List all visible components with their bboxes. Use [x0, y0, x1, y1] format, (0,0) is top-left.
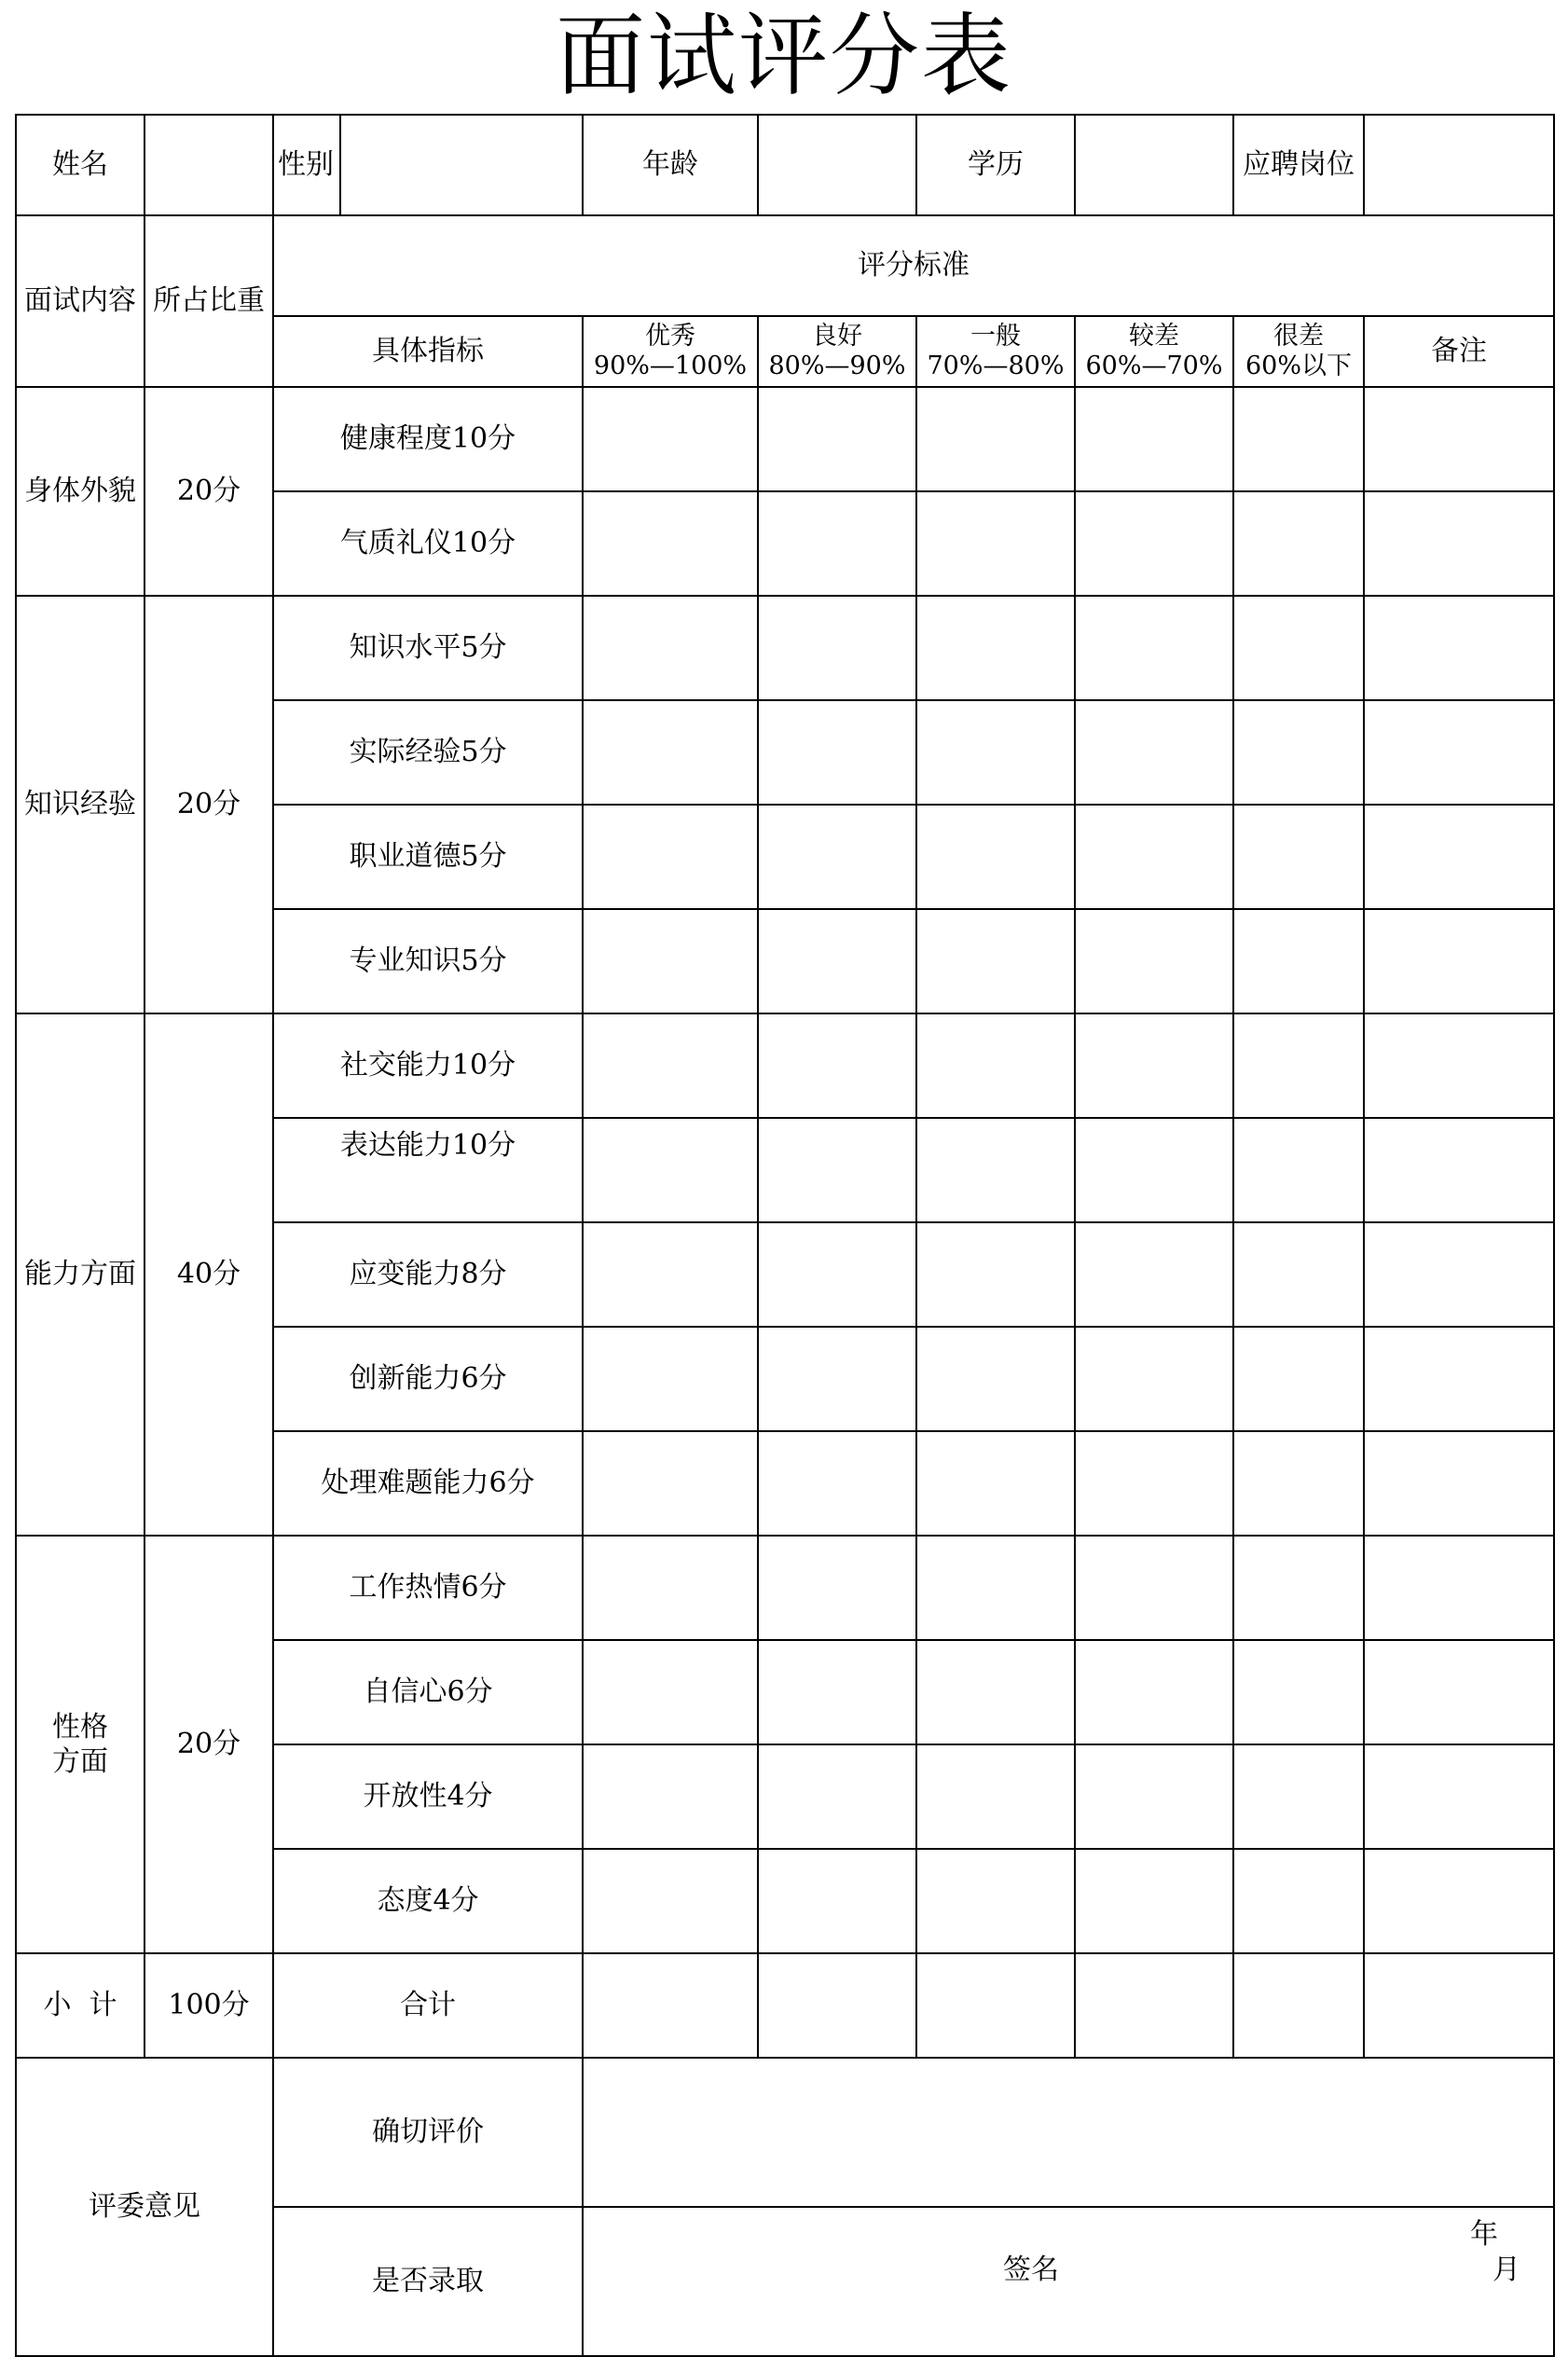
indicator-name: 职业道德5分 [273, 805, 583, 909]
remark-cell[interactable] [1364, 909, 1554, 1013]
grade-range: 90%—100% [593, 351, 748, 380]
interview-score-table [15, 114, 1555, 2357]
total-label: 合计 [273, 1953, 583, 2058]
name-field[interactable] [144, 115, 273, 215]
indicator-name: 社交能力10分 [273, 1013, 583, 1118]
subtotal-row [16, 1953, 1554, 2058]
score-cell[interactable] [758, 491, 916, 596]
score-cell[interactable] [1233, 1536, 1364, 1640]
remark-cell[interactable] [1364, 700, 1554, 805]
score-cell[interactable] [758, 700, 916, 805]
grade-average [916, 316, 1075, 387]
year-label: 年 [1470, 2218, 1498, 2251]
score-cell[interactable] [1233, 909, 1364, 1013]
score-cell[interactable] [583, 1118, 758, 1222]
score-cell[interactable] [1075, 491, 1233, 596]
position-field[interactable] [1364, 115, 1554, 215]
score-cell[interactable] [758, 1222, 916, 1327]
score-cell[interactable] [916, 805, 1075, 909]
indicator-name: 专业知识5分 [273, 909, 583, 1013]
score-cell[interactable] [1233, 700, 1364, 805]
remark-cell[interactable] [1364, 1431, 1554, 1536]
section-weight: 20分 [144, 387, 273, 596]
score-cell[interactable] [583, 805, 758, 909]
assessment-label: 确切评价 [273, 2058, 583, 2207]
score-cell[interactable] [583, 1431, 758, 1536]
score-cell[interactable] [1233, 596, 1364, 700]
score-cell[interactable] [758, 909, 916, 1013]
score-cell[interactable] [1233, 1640, 1364, 1744]
score-cell[interactable] [758, 387, 916, 491]
indicator-name: 开放性4分 [273, 1744, 583, 1849]
section-name-line: 性格 [52, 1710, 108, 1744]
score-cell[interactable] [1075, 387, 1233, 491]
score-cell[interactable] [758, 1431, 916, 1536]
score-cell[interactable] [916, 1013, 1075, 1118]
score-cell[interactable] [1075, 805, 1233, 909]
indicator-name: 气质礼仪10分 [273, 491, 583, 596]
remark-cell[interactable] [1364, 1118, 1554, 1222]
score-cell[interactable] [1233, 1327, 1364, 1431]
score-cell[interactable] [916, 596, 1075, 700]
score-cell[interactable] [1075, 1536, 1233, 1640]
indicator-name: 创新能力6分 [273, 1327, 583, 1431]
section-name: 能力方面 [16, 1013, 144, 1536]
score-cell[interactable] [916, 1431, 1075, 1536]
indicator-name: 工作热情6分 [273, 1536, 583, 1640]
score-cell[interactable] [1233, 805, 1364, 909]
section-weight: 40分 [144, 1013, 273, 1536]
score-cell[interactable] [583, 1222, 758, 1327]
section-name: 身体外貌 [16, 387, 144, 596]
remark-cell[interactable] [1364, 491, 1554, 596]
remark-cell[interactable] [1364, 1536, 1554, 1640]
score-cell[interactable] [583, 1327, 758, 1431]
score-cell[interactable] [1233, 1744, 1364, 1849]
score-cell[interactable] [916, 909, 1075, 1013]
indicator-name: 表达能力10分 [273, 1118, 583, 1222]
indicator-name: 实际经验5分 [273, 700, 583, 805]
remark-label: 备注 [1364, 316, 1554, 387]
score-cell[interactable] [916, 387, 1075, 491]
content-label: 面试内容 [16, 215, 144, 387]
grade-very-poor [1233, 316, 1364, 387]
judges-opinion-label: 评委意见 [16, 2058, 273, 2356]
score-cell[interactable] [583, 491, 758, 596]
score-cell[interactable] [758, 805, 916, 909]
score-cell[interactable] [758, 1327, 916, 1431]
score-cell[interactable] [583, 1744, 758, 1849]
grade-poor [1075, 316, 1233, 387]
section-name [16, 1536, 144, 1953]
score-cell[interactable] [1075, 1744, 1233, 1849]
score-cell[interactable] [583, 1536, 758, 1640]
score-cell[interactable] [1075, 1222, 1233, 1327]
score-cell[interactable] [916, 491, 1075, 596]
weight-label: 所占比重 [144, 215, 273, 387]
indicator-label: 具体指标 [273, 316, 583, 387]
remark-cell[interactable] [1364, 387, 1554, 491]
remark-cell[interactable] [1364, 1327, 1554, 1431]
position-label: 应聘岗位 [1233, 115, 1364, 215]
grade-name: 较差 [1129, 321, 1179, 351]
remark-cell[interactable] [1364, 1849, 1554, 1953]
score-cell[interactable] [1075, 700, 1233, 805]
section-weight: 20分 [144, 1536, 273, 1953]
remark-cell[interactable] [1364, 1013, 1554, 1118]
assessment-row [16, 2058, 1554, 2207]
grade-excellent [583, 316, 758, 387]
education-label: 学历 [916, 115, 1075, 215]
score-cell[interactable] [583, 596, 758, 700]
subtotal-label: 小 计 [16, 1953, 144, 2058]
score-cell[interactable] [916, 1640, 1075, 1744]
total-cell[interactable] [758, 1953, 916, 2058]
score-cell[interactable] [1075, 909, 1233, 1013]
score-cell[interactable] [583, 1849, 758, 1953]
score-cell[interactable] [916, 1327, 1075, 1431]
score-cell[interactable] [1233, 1222, 1364, 1327]
indicator-name: 处理难题能力6分 [273, 1431, 583, 1536]
indicator-name: 应变能力8分 [273, 1222, 583, 1327]
remark-cell[interactable] [1364, 1640, 1554, 1744]
education-field[interactable] [1075, 115, 1233, 215]
score-cell[interactable] [1075, 1431, 1233, 1536]
name-label: 姓名 [16, 115, 144, 215]
grade-range: 80%—90% [768, 351, 906, 380]
score-cell[interactable] [1075, 1640, 1233, 1744]
score-cell[interactable] [583, 909, 758, 1013]
score-cell[interactable] [1075, 1327, 1233, 1431]
score-cell[interactable] [583, 1640, 758, 1744]
score-cell[interactable] [916, 1118, 1075, 1222]
grade-range: 70%—80% [927, 351, 1065, 380]
score-cell[interactable] [758, 596, 916, 700]
age-label: 年龄 [583, 115, 758, 215]
table-row [16, 1536, 1554, 1640]
remark-cell[interactable] [1364, 1222, 1554, 1327]
remark-cell[interactable] [1364, 1744, 1554, 1849]
grade-range: 60%—70% [1085, 351, 1223, 380]
grade-name: 优秀 [645, 321, 695, 351]
admit-field[interactable] [583, 2207, 1554, 2356]
score-cell[interactable] [916, 1222, 1075, 1327]
remark-cell[interactable] [1364, 1953, 1554, 2058]
indicator-name: 知识水平5分 [273, 596, 583, 700]
score-cell[interactable] [583, 387, 758, 491]
table-row [16, 387, 1554, 491]
score-cell[interactable] [758, 1849, 916, 1953]
form-title: 面试评分表 [556, 4, 1012, 108]
score-cell[interactable] [916, 1536, 1075, 1640]
remark-cell[interactable] [1364, 596, 1554, 700]
total-cell[interactable] [916, 1953, 1075, 2058]
indicator-name: 自信心6分 [273, 1640, 583, 1744]
subtotal-weight: 100分 [144, 1953, 273, 2058]
score-cell[interactable] [1233, 491, 1364, 596]
score-cell[interactable] [758, 1744, 916, 1849]
score-cell[interactable] [583, 1013, 758, 1118]
score-cell[interactable] [1233, 1013, 1364, 1118]
score-cell[interactable] [758, 1013, 916, 1118]
table-row [16, 1013, 1554, 1118]
score-cell[interactable] [1233, 1849, 1364, 1953]
age-field[interactable] [758, 115, 916, 215]
gender-label: 性别 [273, 115, 340, 215]
grade-name: 一般 [970, 321, 1021, 351]
grade-good [758, 316, 916, 387]
assessment-field[interactable] [583, 2058, 1554, 2207]
section-weight: 20分 [144, 596, 273, 1013]
month-label: 月 [1492, 2253, 1520, 2286]
candidate-info-row [16, 115, 1554, 215]
gender-field[interactable] [340, 115, 583, 215]
total-cell[interactable] [1233, 1953, 1364, 2058]
date-label [1460, 2217, 1553, 2287]
total-cell[interactable] [1075, 1953, 1233, 2058]
score-cell[interactable] [916, 1744, 1075, 1849]
section-name-line: 方面 [52, 1745, 108, 1778]
score-cell[interactable] [758, 1536, 916, 1640]
remark-cell[interactable] [1364, 805, 1554, 909]
indicator-name: 健康程度10分 [273, 387, 583, 491]
score-cell[interactable] [583, 700, 758, 805]
grade-range: 60%以下 [1245, 351, 1352, 380]
score-cell[interactable] [1075, 1849, 1233, 1953]
score-cell[interactable] [1075, 1013, 1233, 1118]
grade-name: 良好 [812, 321, 862, 351]
score-cell[interactable] [1233, 1118, 1364, 1222]
standard-label: 评分标准 [273, 215, 1554, 316]
indicator-name: 态度4分 [273, 1849, 583, 1953]
grade-name: 很差 [1273, 321, 1324, 351]
score-cell[interactable] [758, 1118, 916, 1222]
score-cell[interactable] [1233, 1431, 1364, 1536]
table-row [16, 596, 1554, 700]
signature-label: 签名 [1003, 2253, 1059, 2286]
score-cell[interactable] [1075, 1118, 1233, 1222]
standard-header-row [16, 215, 1554, 316]
score-cell[interactable] [916, 700, 1075, 805]
section-name: 知识经验 [16, 596, 144, 1013]
total-cell[interactable] [583, 1953, 758, 2058]
admit-label: 是否录取 [273, 2207, 583, 2356]
score-cell[interactable] [758, 1640, 916, 1744]
score-cell[interactable] [1075, 596, 1233, 700]
score-cell[interactable] [1233, 387, 1364, 491]
score-cell[interactable] [916, 1849, 1075, 1953]
